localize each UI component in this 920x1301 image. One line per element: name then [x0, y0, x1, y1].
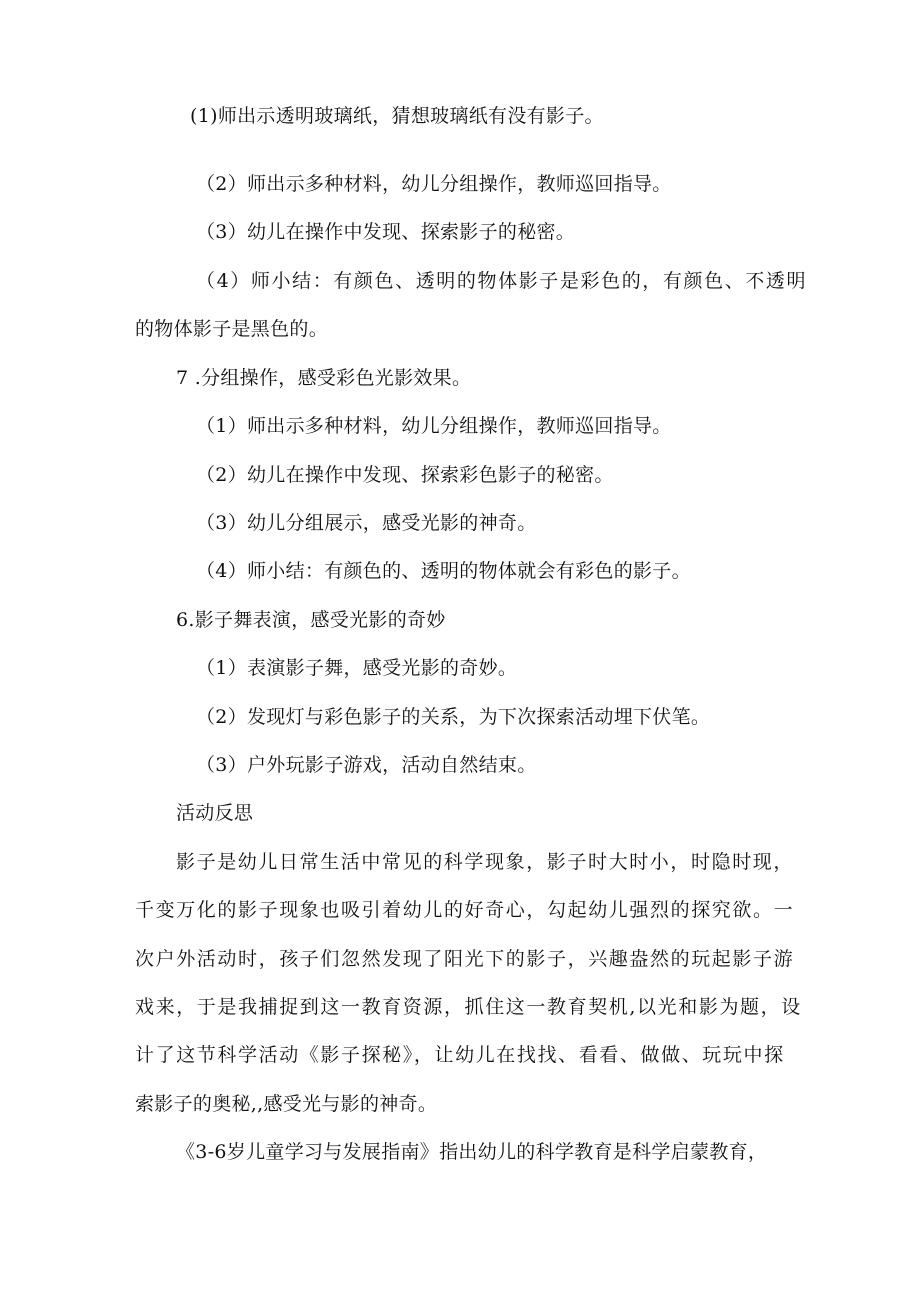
reflection-paragraph-line-4: 戏来，于是我捕捉到这一教育资源，抓住这一教育契机,以光和影为题，设 — [135, 996, 802, 1018]
reflection-paragraph-line-6: 索影子的奥秘,,感受光与影的神奇。 — [135, 1093, 438, 1115]
step-6-heading: 6.影子舞表演，感受光影的奇妙 — [176, 609, 446, 631]
step-6-1-text: （1）表演影子舞，感受光影的奇妙。 — [196, 657, 518, 679]
step-7-1-text: （1）师出示多种材料，幼儿分组操作，教师巡回指导。 — [196, 415, 672, 437]
step-5-4-continued: 的物体影子是黑色的。 — [135, 318, 329, 340]
reflection-paragraph-line-3: 次户外活动时，孩子们忽然发现了阳光下的影子，兴趣盎然的玩起影子游 — [135, 948, 795, 970]
step-6-2-text: （2）发现灯与彩色影子的关系，为下次探索活动埋下伏笔。 — [196, 706, 711, 728]
step-5-2-text: （2）师出示多种材料，幼儿分组操作，教师巡回指导。 — [196, 173, 672, 195]
reflection-heading: 活动反思 — [176, 802, 254, 824]
guide-paragraph-line-1: 《3-6岁儿童学习与发展指南》指出幼儿的科学教育是科学启蒙教育， — [176, 1141, 768, 1163]
step-7-4-text: （4）师小结：有颜色的、透明的物体就会有彩色的影子。 — [196, 560, 691, 582]
reflection-paragraph-line-5: 计了这节科学活动《影子探秘》，让幼儿在找找、看看、做做、玩玩中探 — [135, 1044, 785, 1066]
step-5-3-text: （3）幼儿在操作中发现、探索影子的秘密。 — [196, 221, 576, 243]
step-5-4-text: （4）师小结：有颜色、透明的物体影子是彩色的，有颜色、不透明 — [196, 270, 808, 292]
step-5-1-text: (1)师出示透明玻璃纸，猜想玻璃纸有没有影子。 — [190, 105, 604, 127]
step-7-3-text: （3）幼儿分组展示，感受光影的神奇。 — [196, 512, 537, 534]
step-7-2-text: （2）幼儿在操作中发现、探索彩色影子的秘密。 — [196, 464, 614, 486]
reflection-paragraph-line-2: 千变万化的影子现象也吸引着幼儿的好奇心，勾起幼儿强烈的探究欲。一 — [135, 899, 795, 921]
step-7-heading: 7 .分组操作，感受彩色光影效果。 — [176, 367, 472, 389]
step-6-3-text: （3）户外玩影子游戏，活动自然结束。 — [196, 754, 537, 776]
reflection-paragraph-line-1: 影子是幼儿日常生活中常见的科学现象，影子时大时小，时隐时现， — [176, 851, 795, 873]
